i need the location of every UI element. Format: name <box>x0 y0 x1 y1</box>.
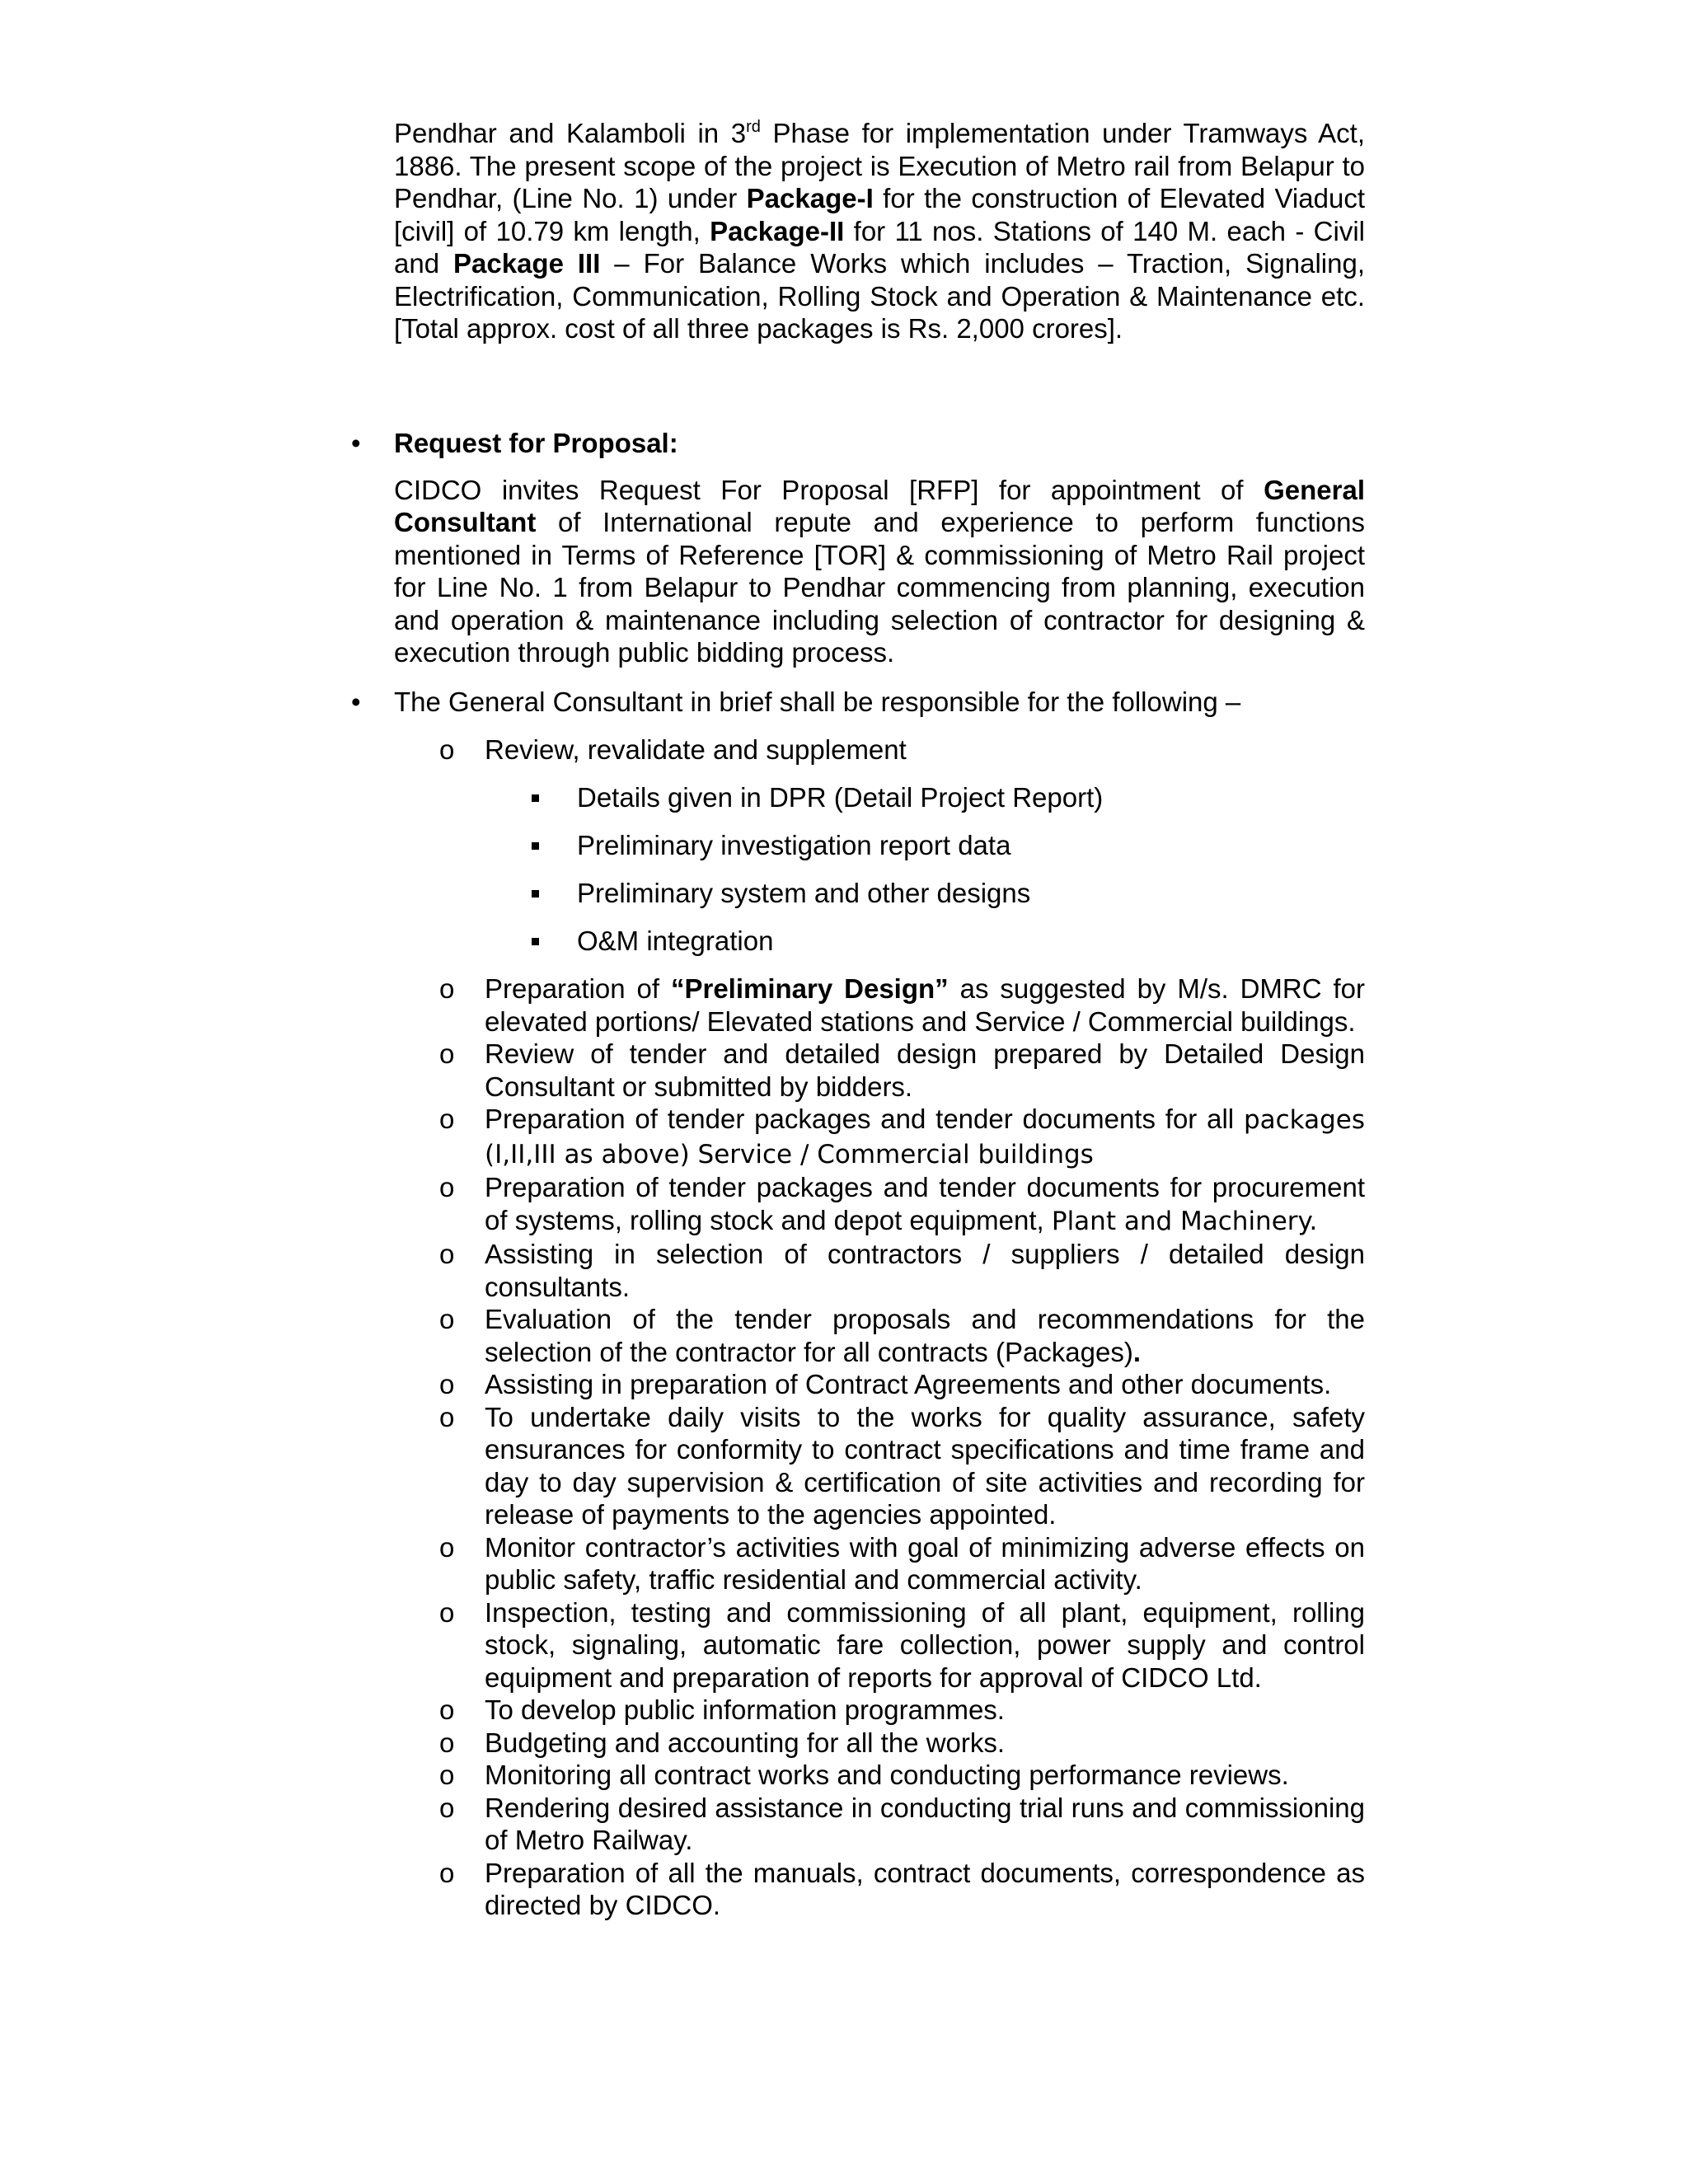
responsibilities-list <box>439 972 1365 1922</box>
rfp-heading: Request for Proposal: <box>394 428 678 458</box>
list-item <box>439 1792 1365 1857</box>
item-text: Plant and Machinery. <box>1051 1206 1318 1236</box>
gc-bullet: • <box>351 687 361 717</box>
list-marker: o <box>439 1760 455 1790</box>
gc-text: The General Consultant in brief shall be responsible for the following – <box>394 687 1241 717</box>
list-marker: o <box>439 1401 455 1432</box>
item-text: Evaluation of the tender proposals and recommendations for the selection of the contractor for all contracts (Packages) <box>485 1304 1365 1367</box>
list-item <box>577 877 1030 910</box>
intro-text-5: – For Balance Works which includes – Traction, Signaling, Electrification, Communication, Rolling Stock and Operation & Maintenance etc. [Total approx. cost of all three packages is Rs. 2,000 crores]. <box>394 248 1366 344</box>
intro-text-2: Phase for implementation under Tramways Act, 1886. The present scope of the project is Execution of Metro rail from Belapur to Pendhar, (Line No. 1) under <box>394 118 1366 213</box>
sublist-text: Preliminary system and other designs <box>577 878 1031 908</box>
list-marker: o <box>439 1239 455 1269</box>
list-marker: o <box>439 973 455 1004</box>
list-item <box>439 1171 1365 1238</box>
sublist-text: Details given in DPR (Detail Project Report) <box>577 782 1104 813</box>
list-item <box>577 781 1103 814</box>
list-marker: o <box>439 1304 455 1334</box>
rfp-section <box>351 427 1365 669</box>
review-text: Review, revalidate and supplement <box>485 734 907 765</box>
item-text: Monitoring all contract works and conducting performance reviews. <box>485 1760 1289 1790</box>
item-text: Budgeting and accounting for all the works. <box>485 1727 1006 1758</box>
list-marker: o <box>439 1727 455 1758</box>
package-2-label: Package-II <box>710 215 845 246</box>
review-marker: o <box>439 734 455 765</box>
list-marker: o <box>439 1596 455 1628</box>
item-text: . <box>1132 1336 1142 1367</box>
item-text: Preparation of all the manuals, contract documents, correspondence as directed by CIDCO. <box>485 1857 1365 1920</box>
list-marker: o <box>439 1369 455 1399</box>
list-marker: o <box>439 1857 455 1888</box>
sublist-text: Preliminary investigation report data <box>577 830 1011 860</box>
list-item <box>439 972 1365 1038</box>
list-marker: o <box>439 1694 455 1725</box>
list-item <box>439 1401 1365 1531</box>
list-item <box>439 1596 1365 1694</box>
list-item <box>439 1694 1365 1727</box>
list-item <box>439 1303 1365 1368</box>
list-item <box>439 1727 1365 1760</box>
list-item <box>439 1368 1365 1401</box>
list-marker: o <box>439 1172 455 1202</box>
item-text: To develop public information programmes. <box>485 1694 1005 1725</box>
square-bullet-icon <box>532 890 539 898</box>
item-text: Monitor contractor’s activities with goal of minimizing adverse effects on public safety, traffic residential and commercial activity. <box>485 1531 1365 1595</box>
list-item <box>439 1038 1365 1103</box>
intro-paragraph <box>394 117 1365 345</box>
list-item <box>439 1857 1365 1922</box>
item-text: Preparation of tender packages and tender documents for all <box>485 1104 1244 1134</box>
sublist-text: O&M integration <box>577 926 774 956</box>
item-text: Inspection, testing and commissioning of all plant, equipment, rolling stock, signaling, automatic fare collection, power supply and control equipment and preparation of reports for approval of CIDCO Ltd. <box>485 1596 1365 1693</box>
rfp-bullet: • <box>351 428 361 458</box>
list-item <box>577 925 773 958</box>
square-bullet-icon <box>532 842 539 850</box>
list-item <box>439 1103 1365 1171</box>
square-bullet-icon <box>532 938 539 945</box>
list-marker: o <box>439 1531 455 1563</box>
list-marker: o <box>439 1038 455 1069</box>
list-marker: o <box>439 1104 455 1134</box>
list-item <box>439 1759 1365 1792</box>
review-item <box>439 733 1365 766</box>
preliminary-design-label: “Preliminary Design” <box>670 973 949 1004</box>
rfp-text-2: of International repute and experience to perform functions mentioned in Terms of Reference [TOR] & commissioning of Metro Rail project for Line No. 1 from Belapur to Pendhar commencing from planning, execution and operation & maintenance including selection of contractor for designing & execution through public bidding process. <box>394 507 1365 668</box>
item-text: Preparation of tender packages and tender documents for procurement of systems, rolling stock and depot equipment, <box>485 1172 1365 1235</box>
item-text: packages (I,II,III as above) Service / Commercial buildings <box>485 1105 1365 1169</box>
package-3-label: Package III <box>453 248 601 279</box>
item-text: Review of tender and detailed design prepared by Detailed Design Consultant or submitted by bidders. <box>485 1038 1365 1102</box>
package-1-label: Package-I <box>746 183 874 213</box>
list-item <box>439 1238 1365 1303</box>
intro-superscript: rd <box>746 118 761 136</box>
list-item <box>439 1531 1365 1596</box>
item-text: Rendering desired assistance in conducting trial runs and commissioning of Metro Railway. <box>485 1792 1365 1855</box>
item-text: as suggested by M/s. DMRC for elevated portions/ Elevated stations and Service / Commercial buildings. <box>485 973 1365 1037</box>
general-consultant-label: General Consultant <box>394 474 1365 537</box>
intro-text-1: Pendhar and Kalamboli in 3 <box>394 118 747 148</box>
item-text: Assisting in preparation of Contract Agreements and other documents. <box>485 1369 1332 1399</box>
item-text: Assisting in selection of contractors / suppliers / detailed design consultants. <box>485 1239 1365 1302</box>
list-item <box>577 829 1010 862</box>
square-bullet-icon <box>532 794 539 802</box>
item-text: To undertake daily visits to the works for quality assurance, safety ensurances for conformity to contract specifications and time frame and day to day supervision & certification of site activities and recording for release of payments to the agencies appointed. <box>485 1401 1365 1530</box>
intro-text-4: for 11 nos. Stations of 140 M. each - Civil and <box>394 215 1365 279</box>
rfp-paragraph <box>394 474 1365 669</box>
intro-text-3: for the construction of Elevated Viaduct [civil] of 10.79 km length, <box>394 183 1365 246</box>
item-text: Preparation of <box>485 973 671 1004</box>
gc-section <box>351 686 1365 719</box>
list-marker: o <box>439 1792 455 1823</box>
rfp-text-1: CIDCO invites Request For Proposal [RFP] for appointment of <box>394 474 1264 505</box>
